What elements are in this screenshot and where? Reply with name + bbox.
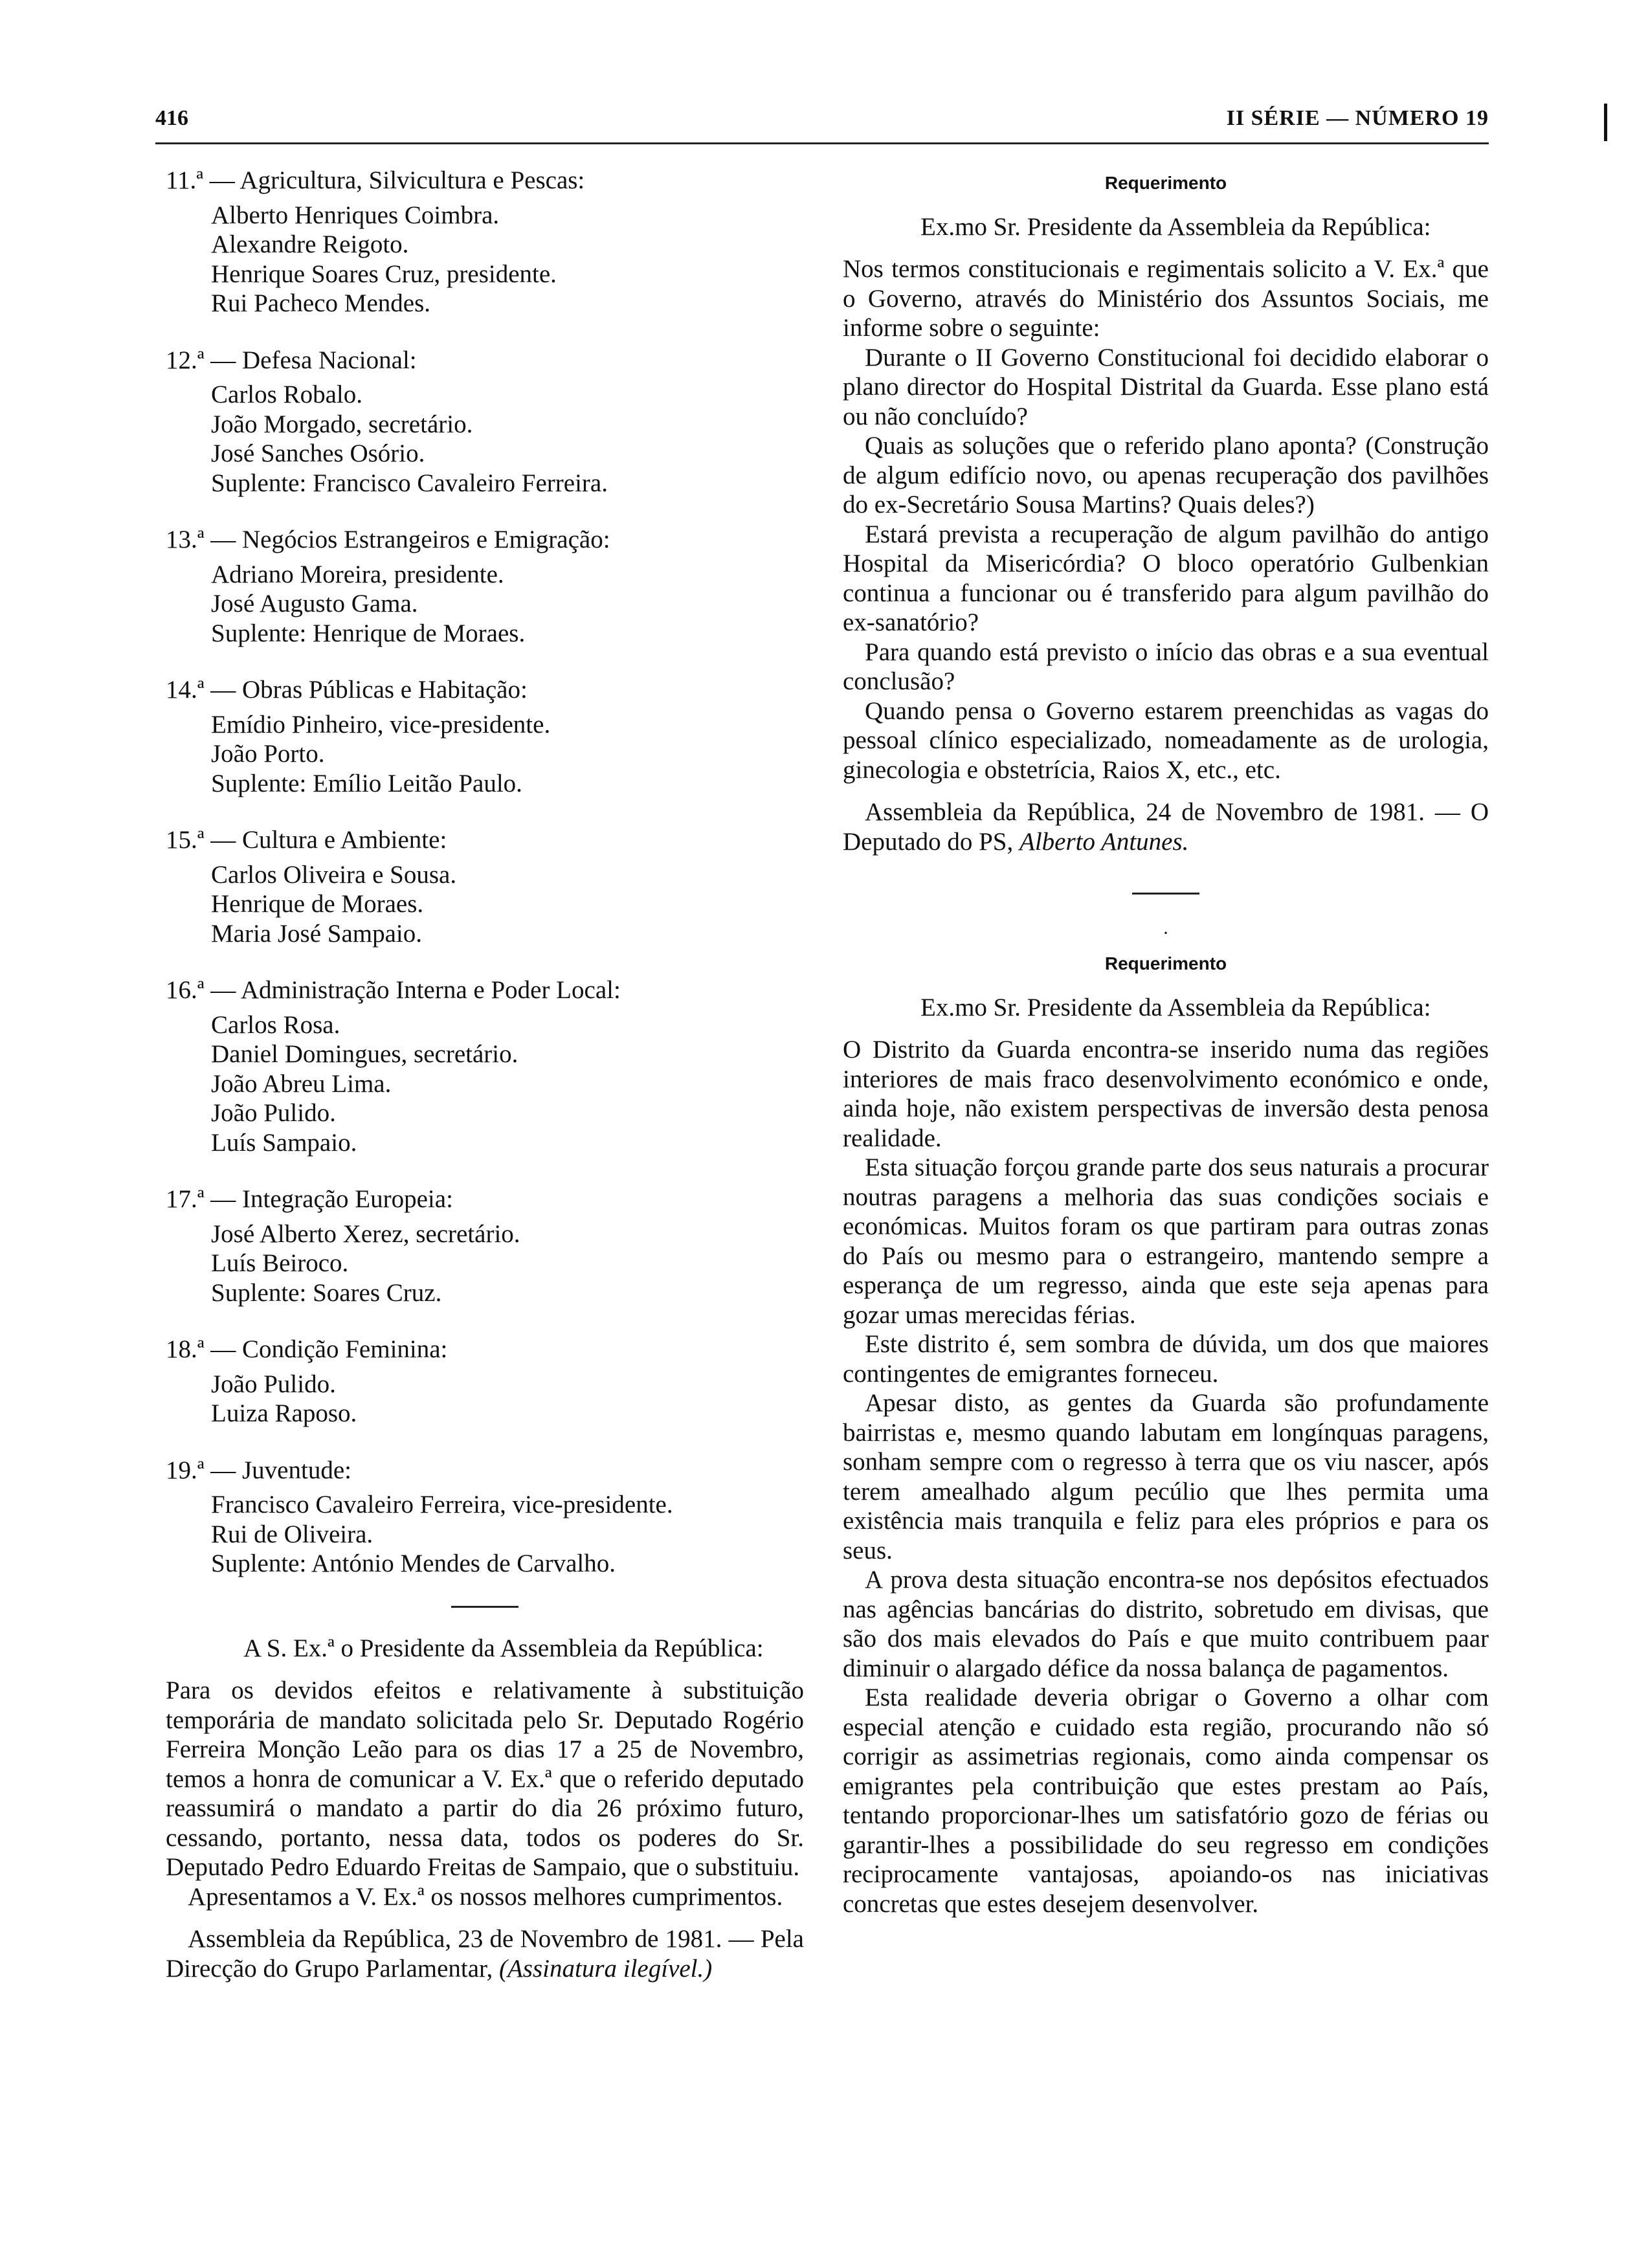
committee-section <box>166 1184 804 1307</box>
requerimento-1-paragraph: Durante o II Governo Constitucional foi decidido elaborar o plano director do Hospital Distrital da Guarda. Esse plano está ou não concluído? <box>843 343 1489 430</box>
committee-member: Suplente: Emílio Leitão Paulo. <box>211 769 522 797</box>
committee-member: Luís Beiroco. <box>211 1249 349 1277</box>
committee-member: Luís Sampaio. <box>211 1128 357 1157</box>
committee-section <box>166 346 804 498</box>
committee-member: Francisco Cavaleiro Ferreira, vice-presidente. <box>211 1491 673 1518</box>
committee-section <box>166 1335 804 1429</box>
requerimento-2-addressee: Ex.mo Sr. Presidente da Assembleia da República: <box>920 993 1431 1021</box>
page-number: 416 <box>155 106 188 130</box>
committee-member: José Sanches Osório. <box>211 439 425 467</box>
section-divider <box>1132 893 1199 895</box>
requerimento-1-paragraph: Quais as soluções que o referido plano aponta? (Construção de algum edifício novo, ou apenas recuperação dos pavilhões do ex-Secretário Sousa Martins? Quais deles?) <box>843 432 1489 518</box>
committee-member: Henrique de Moraes. <box>211 890 424 918</box>
committee-member: José Augusto Gama. <box>211 590 418 617</box>
committee-title: 19.ª — Juventude: <box>166 1456 351 1484</box>
requerimento-1-signature: Alberto Antunes. <box>1019 827 1189 856</box>
committee-member: João Morgado, secretário. <box>211 410 473 438</box>
requerimento-1-addressee: Ex.mo Sr. Presidente da Assembleia da República: <box>920 212 1431 241</box>
committee-member: Henrique Soares Cruz, presidente. <box>211 260 557 288</box>
committee-member: Alexandre Reigoto. <box>211 230 409 258</box>
print-speck: · <box>1163 922 1169 944</box>
requerimento-2-paragraph: O Distrito da Guarda encontra-se inserido numa das regiões interiores de mais fraco desenvolvimento económico e onde, ainda hoje, não existem perspectivas de inversão desta penosa realidade. <box>843 1036 1489 1152</box>
requerimento-1-paragraph: Para quando está previsto o início das obras e a sua eventual conclusão? <box>843 638 1489 695</box>
committee-member: João Abreu Lima. <box>211 1069 392 1098</box>
committee-member: Rui de Oliveira. <box>211 1520 373 1548</box>
letter-signature: (Assinatura ilegível.) <box>498 1954 713 1983</box>
committee-member: Carlos Robalo. <box>211 381 362 408</box>
left-column <box>166 166 804 1983</box>
committee-list <box>166 166 804 1579</box>
committee-section <box>166 825 804 948</box>
committee-title: 18.ª — Condição Feminina: <box>166 1335 448 1363</box>
committee-section <box>166 675 804 798</box>
committee-title: 12.ª — Defesa Nacional: <box>166 346 417 374</box>
committee-member: João Porto. <box>211 740 325 768</box>
committee-section <box>166 975 804 1157</box>
committee-section <box>166 166 804 318</box>
requerimento-2-paragraph: Esta realidade deveria obrigar o Governo a olhar com especial atenção e cuidado esta região, procurando não só corrigir as assimetrias regionais, como ainda compensar os emigrantes pela contribuição que estes prestam ao País, tentando proporcionar-lhes um satisfatório gozo de férias ou garantir-lhes a possibilidade do seu regresso em condições reciprocamente vantajosas, apoiando-os nas iniciativas concretas que estes desejem desenvolver. <box>843 1684 1489 1918</box>
requerimento-2-heading: Requerimento <box>1104 953 1227 973</box>
requerimento-1-paragraph: Estará prevista a recuperação de algum pavilhão do antigo Hospital da Misericórdia? O bloco operatório Gulbenkian continua a funcionar ou é transferido para algum pavilhão do ex-sanatório? <box>843 520 1489 636</box>
page-header <box>155 104 1489 144</box>
requerimento-1-closing <box>843 797 1489 856</box>
committee-title: 17.ª — Integração Europeia: <box>166 1185 453 1213</box>
edge-mark <box>1604 104 1607 141</box>
requerimento-1-paragraph: Nos termos constitucionais e regimentais solicito a V. Ex.ª que o Governo, através do Ministério dos Assuntos Sociais, me informe sobre o seguinte: <box>843 255 1489 342</box>
requerimento-1-paragraph: Quando pensa o Governo estarem preenchidas as vagas do pessoal clínico especializado, nomeadamente as de urologia, ginecologia e obstetrícia, Raios X, etc., etc. <box>843 696 1489 784</box>
committee-title: 14.ª — Obras Públicas e Habitação: <box>166 676 528 704</box>
committee-member: Suplente: Henrique de Moraes. <box>211 619 526 647</box>
committee-member: Rui Pacheco Mendes. <box>211 289 431 317</box>
requerimento-1-heading: Requerimento <box>1104 173 1227 193</box>
requerimento-1-closing-text: Assembleia da República, 24 de Novembro de 1981. — O Deputado do PS, <box>843 798 1489 856</box>
committee-section <box>166 1456 804 1579</box>
committee-member: José Alberto Xerez, secretário. <box>211 1219 520 1248</box>
letter-paragraph: Apresentamos a V. Ex.ª os nossos melhores cumprimentos. <box>188 1882 783 1911</box>
letter-closing <box>166 1924 804 1983</box>
committee-member: Carlos Oliveira e Sousa. <box>211 860 457 889</box>
committee-title: 16.ª — Administração Interna e Poder Local: <box>166 976 621 1004</box>
series-number: II SÉRIE — NÚMERO 19 <box>1226 106 1489 130</box>
committee-member: Suplente: Francisco Cavaleiro Ferreira. <box>211 469 608 497</box>
committee-member: João Pulido. <box>211 1099 336 1127</box>
section-divider <box>451 1606 518 1608</box>
committee-member: Adriano Moreira, presidente. <box>211 560 504 588</box>
letter-paragraph: Para os devidos efeitos e relativamente à substituição temporária de mandato solicitada pelo Sr. Deputado Rogério Ferreira Monção Leão para os dias 17 a 25 de Novembro, temos a honra de comunicar a V. Ex.ª que o referido deputado reassumirá o mandato a partir do dia 26 próximo futuro, cessando, portanto, nessa data, todos os poderes do Sr. Deputado Pedro Eduardo Freitas de Sampaio, que o substituiu. <box>166 1676 804 1881</box>
requerimento-2-paragraph: Este distrito é, sem sombra de dúvida, um dos que maiores contingentes de emigrantes forneceu. <box>843 1330 1489 1388</box>
committee-member: Suplente: Soares Cruz. <box>211 1278 442 1307</box>
committee-title: 15.ª — Cultura e Ambiente: <box>166 826 447 854</box>
committee-member: Luiza Raposo. <box>211 1399 357 1427</box>
committee-member: Maria José Sampaio. <box>211 919 423 948</box>
right-column <box>843 166 1489 1918</box>
letter-addressee: A S. Ex.ª o Presidente da Assembleia da República: <box>243 1634 764 1662</box>
committee-member: Emídio Pinheiro, vice-presidente. <box>211 710 551 739</box>
committee-member: Alberto Henriques Coimbra. <box>211 201 500 229</box>
committee-member: Carlos Rosa. <box>211 1010 340 1039</box>
requerimento-2-paragraph: Apesar disto, as gentes da Guarda são profundamente bairristas e, mesmo quando labutam em longínquas paragens, sonham sempre com o regresso à terra que os viu nascer, após terem amealhado algum pecúlio que lhes permita uma existência mais tranquila e feliz para eles próprios e para os seus. <box>843 1389 1489 1564</box>
committee-member: Daniel Domingues, secretário. <box>211 1040 518 1068</box>
committee-member: Suplente: António Mendes de Carvalho. <box>211 1550 616 1577</box>
committee-title: 13.ª — Negócios Estrangeiros e Emigração: <box>166 526 610 553</box>
committee-title: 11.ª — Agricultura, Silvicultura e Pescas: <box>166 166 585 194</box>
requerimento-2-paragraph: A prova desta situação encontra-se nos depósitos efectuados nas agências bancárias do distrito, sobretudo em divisas, que são dos mais elevados do País e que muito contribuem paar diminuir o alargado défice da nossa balança de pagamentos. <box>843 1566 1489 1682</box>
committee-section <box>166 525 804 648</box>
letter-closing-text: Assembleia da República, 23 de Novembro de 1981. — Pela Direcção do Grupo Parlamentar, <box>166 1925 804 1983</box>
committee-member: João Pulido. <box>211 1370 336 1398</box>
requerimento-2-paragraph: Esta situação forçou grande parte dos seus naturais a procurar noutras paragens a melhoria das suas condições sociais e económicas. Muitos foram os que partiram para outras zonas do País ou mesmo para o estrangeiro, mantendo sempre a esperança de um regresso, ainda que este seja apenas para gozar umas merecidas férias. <box>843 1153 1489 1329</box>
